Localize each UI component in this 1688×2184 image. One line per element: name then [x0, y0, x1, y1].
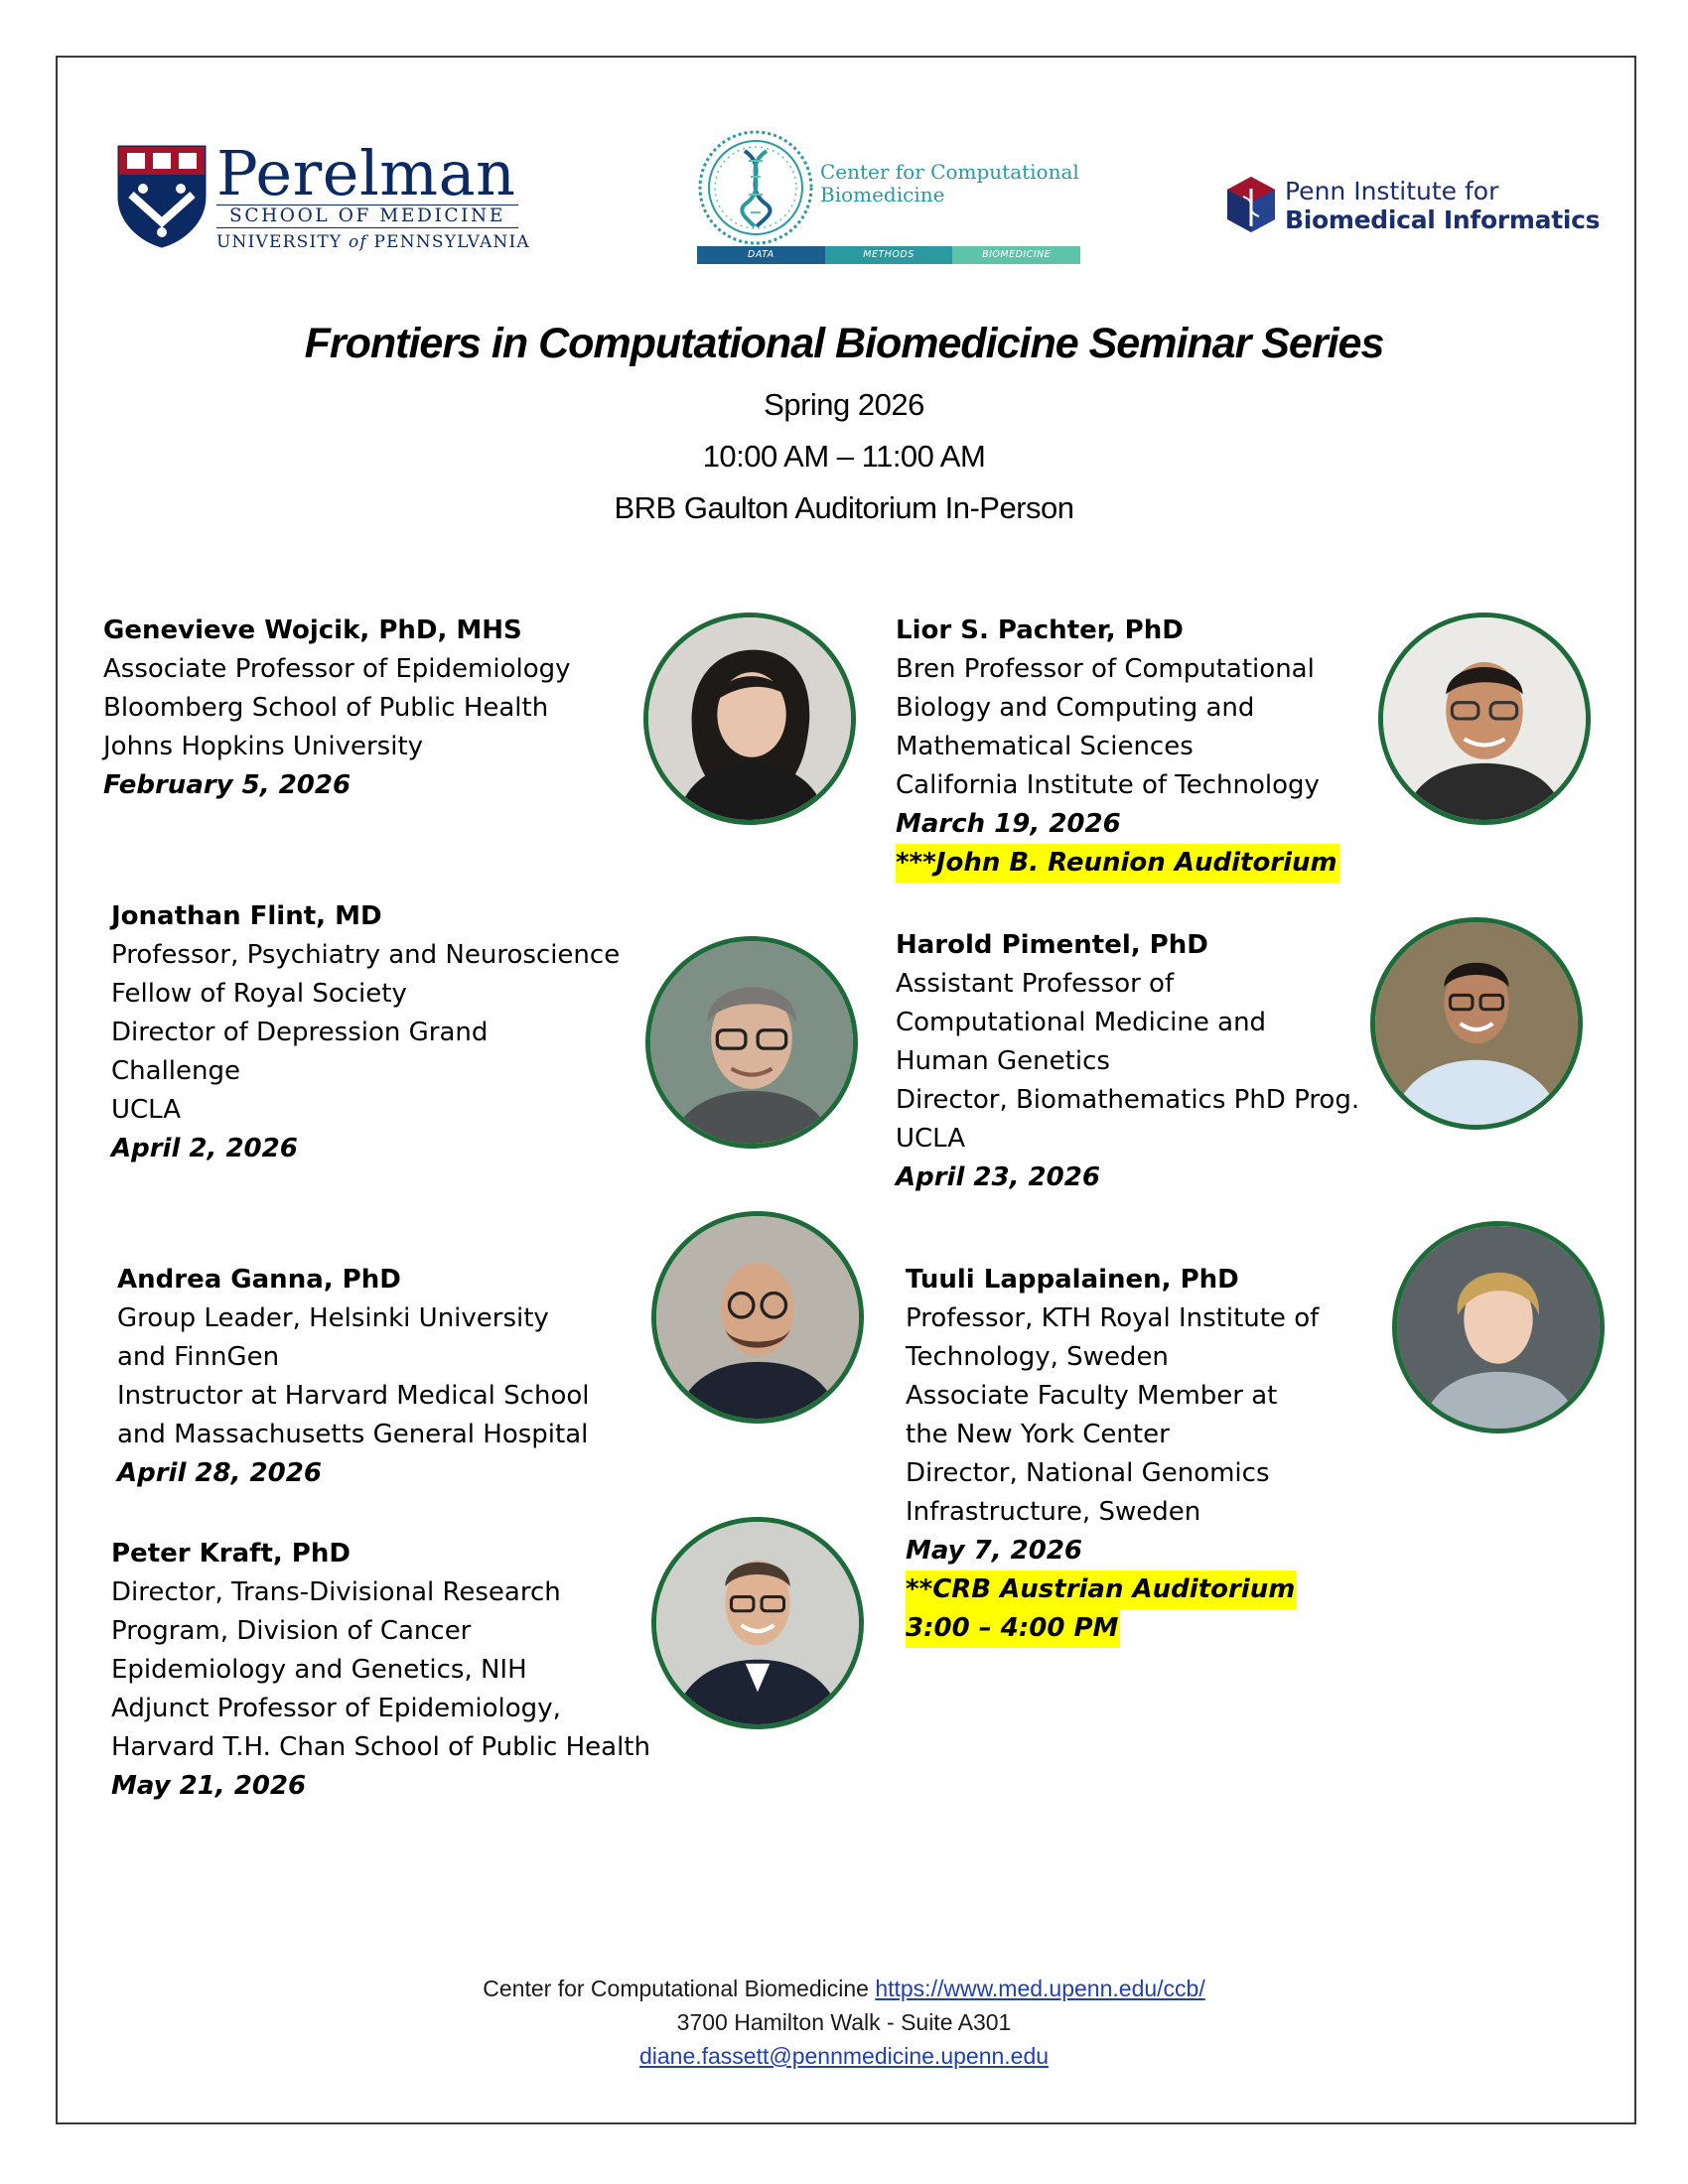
speaker-date: May 21, 2026 — [111, 1771, 307, 1801]
speaker-name: Lior S. Pachter, PhD — [896, 615, 1184, 645]
speaker-photo-pimentel — [1370, 917, 1583, 1130]
speaker-lappalainen — [906, 1261, 1319, 1648]
seminar-time: 10:00 AM – 11:00 AM — [702, 439, 986, 474]
speaker-photo-ganna — [651, 1211, 864, 1424]
speaker-affiliation: and FinnGen — [117, 1342, 280, 1372]
footer-org: Center for Computational Biomedicine — [483, 1976, 869, 2001]
speaker-affiliation: Director, National Genomics — [906, 1458, 1270, 1488]
portrait-woman-icon — [1397, 1226, 1600, 1429]
speaker-affiliation: Bloomberg School of Public Health — [103, 693, 549, 723]
speaker-affiliation: UCLA — [896, 1124, 966, 1154]
speaker-affiliation: Bren Professor of Computational — [896, 654, 1315, 684]
speaker-affiliation: Director, Biomathematics PhD Prog. — [896, 1085, 1360, 1115]
speaker-name: Andrea Ganna, PhD — [117, 1265, 401, 1295]
speaker-date: April 28, 2026 — [117, 1458, 322, 1488]
speaker-affiliation: Challenge — [111, 1056, 240, 1086]
speaker-affiliation: Assistant Professor of — [896, 969, 1175, 999]
speaker-wojcik — [103, 612, 571, 805]
ccb-logo-bar — [697, 246, 1080, 264]
speaker-affiliation: Associate Professor of Epidemiology — [103, 654, 571, 684]
speaker-ganna — [117, 1261, 589, 1493]
speaker-name: Harold Pimentel, PhD — [896, 930, 1208, 960]
speaker-photo-pachter — [1378, 613, 1591, 825]
portrait-man-icon — [1383, 617, 1586, 820]
portrait-man-icon — [1375, 922, 1578, 1125]
speaker-affiliation: Johns Hopkins University — [103, 732, 424, 761]
speaker-name: Genevieve Wojcik, PhD, MHS — [103, 615, 522, 645]
seminar-title: Frontiers in Computational Biomedicine Seminar Series — [304, 320, 1384, 367]
speaker-affiliation: Associate Faculty Member at — [906, 1381, 1278, 1411]
dna-helix-icon — [697, 129, 814, 246]
speaker-affiliation: UCLA — [111, 1095, 182, 1125]
portrait-man-icon — [656, 1216, 859, 1419]
speaker-affiliation: Instructor at Harvard Medical School — [117, 1381, 590, 1411]
speaker-affiliation: Program, Division of Cancer — [111, 1616, 472, 1646]
pibi-logo — [1225, 171, 1601, 240]
speaker-pimentel — [896, 926, 1359, 1197]
pibi-logo-line1: Penn Institute for — [1285, 177, 1499, 205]
speaker-affiliation: Infrastructure, Sweden — [906, 1497, 1201, 1527]
speaker-affiliation: Professor, KTH Royal Institute of — [906, 1303, 1320, 1333]
footer-email-line — [0, 2043, 1688, 2070]
pibi-cube-icon — [1225, 175, 1277, 234]
speaker-name: Peter Kraft, PhD — [111, 1539, 351, 1569]
footer-org-line — [0, 1976, 1688, 2002]
footer-email-link[interactable]: diane.fassett@pennmedicine.upenn.edu — [638, 2043, 1050, 2069]
speaker-date: April 2, 2026 — [111, 1134, 298, 1163]
speaker-name: Jonathan Flint, MD — [111, 901, 382, 931]
speaker-affiliation: Biology and Computing and — [896, 693, 1255, 723]
speaker-affiliation: Harvard T.H. Chan School of Public Health — [111, 1732, 650, 1762]
ccb-bar-methods: METHODS — [825, 246, 953, 264]
speaker-affiliation: California Institute of Technology — [896, 770, 1320, 800]
speaker-photo-wojcik — [643, 613, 856, 825]
perelman-wordmark: Perelman — [216, 137, 516, 209]
perelman-school-line: SCHOOL OF MEDICINE — [216, 205, 518, 228]
speaker-pachter — [896, 612, 1339, 883]
footer-url-link[interactable]: https://www.med.upenn.edu/ccb/ — [875, 1976, 1205, 2001]
speaker-affiliation: and Massachusetts General Hospital — [117, 1420, 589, 1449]
speaker-time-note: 3:00 – 4:00 PM — [906, 1609, 1120, 1648]
speaker-photo-kraft — [651, 1517, 864, 1729]
seminar-term: Spring 2026 — [764, 387, 924, 422]
ccb-logo-line1: Center for Computational — [820, 160, 1079, 184]
speaker-name: Tuuli Lappalainen, PhD — [906, 1265, 1239, 1295]
pibi-logo-line2: Biomedical Informatics — [1285, 205, 1601, 234]
portrait-man-icon — [656, 1522, 859, 1724]
speaker-venue-note: ***John B. Reunion Auditorium — [896, 844, 1339, 883]
speaker-venue-note: **CRB Austrian Auditorium — [906, 1570, 1297, 1609]
speaker-affiliation: Fellow of Royal Society — [111, 979, 407, 1009]
ccb-bar-biomedicine: BIOMEDICINE — [952, 246, 1080, 264]
ccb-logo-text — [820, 161, 1079, 206]
perelman-university-line — [216, 232, 530, 252]
speaker-affiliation: Mathematical Sciences — [896, 732, 1194, 761]
perelman-logo — [117, 137, 530, 252]
perelman-university-prefix: UNIVERSITY — [216, 232, 343, 252]
portrait-man-icon — [650, 941, 853, 1144]
speaker-affiliation: Technology, Sweden — [906, 1342, 1169, 1372]
speaker-affiliation: Director, Trans-Divisional Research — [111, 1577, 561, 1607]
perelman-university-suffix: PENNSYLVANIA — [373, 232, 530, 252]
perelman-university-of: of — [348, 232, 367, 252]
speaker-affiliation: Professor, Psychiatry and Neuroscience — [111, 940, 621, 970]
speaker-affiliation: Computational Medicine and — [896, 1008, 1267, 1037]
speaker-flint — [111, 897, 620, 1168]
ccb-logo — [697, 129, 1084, 268]
speaker-affiliation: Director of Depression Grand — [111, 1018, 489, 1047]
speaker-date: March 19, 2026 — [896, 809, 1121, 839]
speaker-affiliation: Epidemiology and Genetics, NIH — [111, 1655, 527, 1685]
speaker-kraft — [111, 1535, 650, 1806]
speaker-affiliation: the New York Center — [906, 1420, 1170, 1449]
penn-shield-icon — [117, 145, 207, 248]
speaker-affiliation: Adjunct Professor of Epidemiology, — [111, 1694, 561, 1723]
speaker-date: April 23, 2026 — [896, 1162, 1100, 1192]
speaker-date: February 5, 2026 — [103, 770, 352, 800]
speaker-photo-lappalainen — [1392, 1221, 1605, 1433]
ccb-bar-data: DATA — [697, 246, 825, 264]
seminar-location: BRB Gaulton Auditorium In-Person — [614, 490, 1074, 525]
speaker-date: May 7, 2026 — [906, 1536, 1083, 1566]
speaker-affiliation: Group Leader, Helsinki University — [117, 1303, 549, 1333]
portrait-woman-icon — [648, 617, 851, 820]
ccb-logo-line2: Biomedicine — [820, 183, 945, 206]
speaker-photo-flint — [645, 936, 858, 1149]
speaker-affiliation: Human Genetics — [896, 1046, 1110, 1076]
footer-address: 3700 Hamilton Walk - Suite A301 — [676, 2009, 1012, 2035]
